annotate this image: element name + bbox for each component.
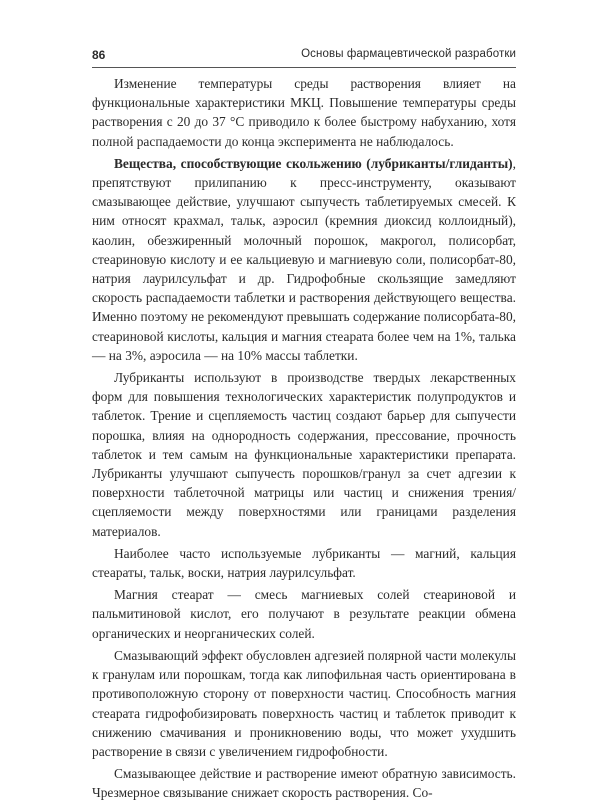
paragraph-lubricating-effect: Смазывающий эффект обусловлен адгезией полярной части молекулы к гранулам или порошкам, тогда как липофильная часть ориентирована в противоположную сторону от поверхности частиц. Способность магния стеарата гидрофобизировать поверхность частиц и таблеток приводит к снижению смачивания и проникновению воды, что может ухудшить растворение в связи с увеличением гидрофобности. (92, 647, 516, 759)
page-number: 86 (92, 48, 106, 62)
paragraph-lubricants-usage: Лубриканты используют в производстве твердых лекарственных форм для повышения технологических характеристик полупродуктов и таблеток. Трение и сцепляемость частиц создают барьер для сыпучести порошка, влияя на однородность содержания, прессование, прочность таблеток и тем самым на функциональные характеристики препарата. Лубриканты улучшают сыпучесть порошков/гранул за счет адгезии к поверхности таблеточной матрицы или частиц и снижения трения/сцепляемости между поверхностями или границами разделения материалов. (92, 370, 516, 539)
paragraph-lubricants-definition-text: , препятствуют прилипанию к пресс-инструменту, оказывают смазывающее действие, улучшают сыпучесть таблетируемых смесей. К ним относят крахмал, тальк, аэросил (кремния диоксид коллоидный), каолин, обезжиренный молочный порошок, макрогол, полисорбат, стеариновую кислоту и ее кальциевую и магниевую соли, полисорбат-80, натрия лаурилсульфат и др. Гидрофобные скользящие замедляют скорость распадаемости таблетки и растворения действующего вещества. Именно поэтому не рекомендуют превышать содержание полисорбата-80, стеариновой кислоты, кальция и магния стеарата более чем на 1%, талька — на 3%, аэросила — на 10% массы таблетки. (92, 155, 516, 363)
header-divider (92, 67, 516, 68)
paragraph-lubricants-definition (92, 154, 516, 365)
paragraph-dissolution-relation: Смазывающее действие и растворение имеют обратную зависимость. Чрезмерное связывание снижает скорость растворения. Со- (92, 766, 516, 801)
paragraph-magnesium-stearate: Магния стеарат — смесь магниевых солей стеариновой и пальмитиновой кислот, его получают в результате реакции обмена органических и неорганических солей. (92, 587, 516, 641)
running-title: Основы фармацевтической разработки (301, 48, 516, 60)
page-body (92, 74, 516, 806)
paragraph-common-lubricants: Наиболее часто используемые лубриканты — магний, кальция стеараты, тальк, воски, натрия лаурилсульфат. (92, 545, 516, 581)
running-header (92, 46, 516, 68)
term-lubricants-glidants: Вещества, способствующие скольжению (лубриканты/глиданты) (114, 155, 513, 171)
paragraph-mcc-temperature: Изменение температуры среды растворения влияет на функциональные характеристики МКЦ. Повышение температуры среды растворения с 20 до 37 °C приводило к более быстрому набуханию, хотя полной распадаемости до конца эксперимента не наблюдалось. (92, 76, 516, 149)
